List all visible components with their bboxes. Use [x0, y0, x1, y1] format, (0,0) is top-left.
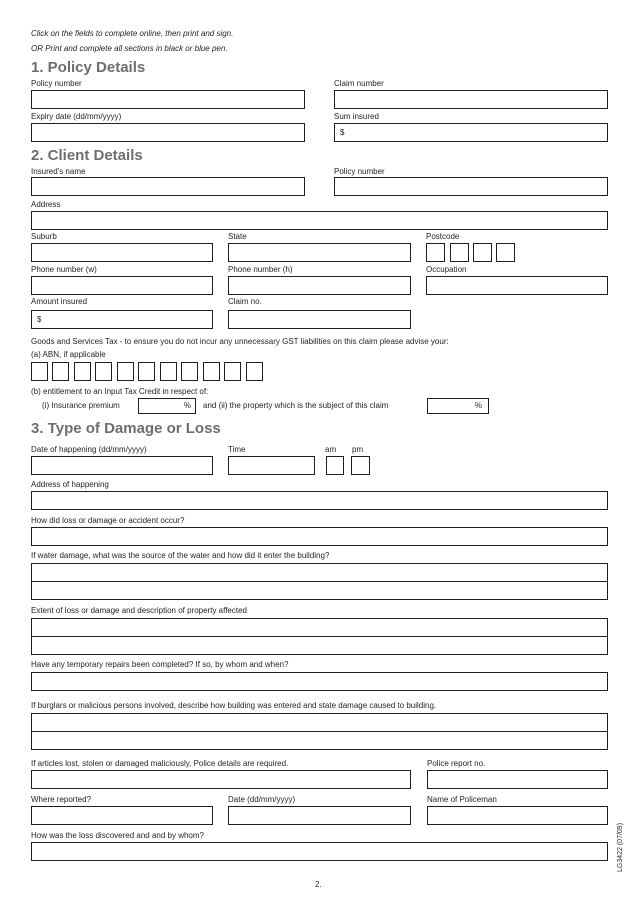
occupation-field[interactable] [426, 276, 608, 295]
property-itc-percent: % [474, 401, 482, 410]
time-field[interactable] [228, 456, 315, 475]
police-report-field[interactable] [427, 770, 608, 789]
postcode-digit-2[interactable] [450, 243, 469, 262]
phone-w-field[interactable] [31, 276, 213, 295]
time-label: Time [228, 445, 246, 454]
where-reported-label: Where reported? [31, 795, 92, 804]
extent-field-line-1[interactable] [31, 618, 608, 637]
sum-insured-currency: $ [340, 128, 345, 137]
amount-insured-field[interactable] [31, 310, 213, 329]
abn-digit-10[interactable] [224, 362, 241, 381]
state-field[interactable] [228, 243, 411, 262]
burglars-field-line-2[interactable] [31, 731, 608, 750]
abn-digit-2[interactable] [52, 362, 69, 381]
state-label: State [228, 232, 247, 241]
name-policeman-field[interactable] [427, 806, 608, 825]
expiry-date-label: Expiry date (dd/mm/yyyy) [31, 112, 122, 121]
water-damage-label: If water damage, what was the source of the water and how did it enter the building? [31, 551, 330, 560]
date-of-happening-label: Date of happening (dd/mm/yyyy) [31, 445, 147, 454]
name-policeman-label: Name of Policeman [427, 795, 497, 804]
gst-note: Goods and Services Tax - to ensure you do not incur any unnecessary GST liabilities on this claim please advise your: [31, 337, 449, 346]
abn-digit-11[interactable] [246, 362, 263, 381]
temp-repairs-field[interactable] [31, 672, 608, 691]
postcode-digit-4[interactable] [496, 243, 515, 262]
abn-label: (a) ABN, if applicable [31, 350, 106, 359]
section-title-policy-details: 1. Policy Details [31, 59, 146, 76]
section-title-client-details: 2. Client Details [31, 147, 143, 164]
pm-label: pm [352, 445, 364, 454]
amount-insured-currency: $ [37, 315, 42, 324]
extent-field-line-2[interactable] [31, 636, 608, 655]
policy-number-field[interactable] [31, 90, 305, 109]
date-reported-field[interactable] [228, 806, 411, 825]
amount-insured-label: Amount insured [31, 297, 88, 306]
section-title-type-of-damage: 3. Type of Damage or Loss [31, 420, 221, 437]
property-itc-label: and (ii) the property which is the subject of this claim [203, 401, 389, 410]
pm-checkbox[interactable] [351, 456, 370, 475]
how-occur-label: How did loss or damage or accident occur? [31, 516, 185, 525]
abn-digit-6[interactable] [138, 362, 155, 381]
burglars-label: If burglars or malicious persons involved, describe how building was entered and state damage caused to building. [31, 701, 437, 710]
am-checkbox[interactable] [326, 456, 344, 475]
postcode-digit-1[interactable] [426, 243, 445, 262]
client-policy-number-field[interactable] [334, 177, 608, 196]
sum-insured-label: Sum insured [334, 112, 379, 121]
burglars-field-line-1[interactable] [31, 713, 608, 732]
client-policy-number-label: Policy number [334, 167, 385, 176]
instruction-line-2: OR Print and complete all sections in black or blue pen. [31, 44, 228, 53]
address-label: Address [31, 200, 61, 209]
insureds-name-field[interactable] [31, 177, 305, 196]
claim-no-field[interactable] [228, 310, 411, 329]
police-required-label: If articles lost, stolen or damaged maliciously, Police details are required. [31, 759, 289, 768]
abn-digit-3[interactable] [74, 362, 91, 381]
abn-digit-4[interactable] [95, 362, 112, 381]
police-report-label: Police report no. [427, 759, 486, 768]
address-of-happening-label: Address of happening [31, 480, 109, 489]
how-discovered-label: How was the loss discovered and and by whom? [31, 831, 204, 840]
am-label: am [325, 445, 337, 454]
claim-number-field[interactable] [334, 90, 608, 109]
where-reported-field[interactable] [31, 806, 213, 825]
form-code: LG3422 (07/09) [617, 822, 624, 872]
date-reported-label: Date (dd/mm/yyyy) [228, 795, 296, 804]
insurance-premium-field[interactable] [138, 398, 196, 414]
water-damage-field-line-2[interactable] [31, 581, 608, 600]
suburb-field[interactable] [31, 243, 213, 262]
abn-digit-8[interactable] [181, 362, 198, 381]
suburb-label: Suburb [31, 232, 57, 241]
temp-repairs-label: Have any temporary repairs been completed? If so, by whom and when? [31, 660, 289, 669]
claim-no-label: Claim no. [228, 297, 262, 306]
claim-number-label: Claim number [334, 79, 384, 88]
abn-digit-5[interactable] [117, 362, 134, 381]
abn-digit-7[interactable] [160, 362, 177, 381]
postcode-label: Postcode [426, 232, 460, 241]
sum-insured-field[interactable] [334, 123, 608, 142]
water-damage-field-line-1[interactable] [31, 563, 608, 582]
date-of-happening-field[interactable] [31, 456, 213, 475]
insurance-premium-percent: % [183, 401, 191, 410]
insureds-name-label: Insured's name [31, 167, 86, 176]
abn-digit-9[interactable] [203, 362, 220, 381]
abn-digit-1[interactable] [31, 362, 48, 381]
address-field[interactable] [31, 211, 608, 230]
occupation-label: Occupation [426, 265, 467, 274]
policy-number-label: Policy number [31, 79, 82, 88]
address-of-happening-field[interactable] [31, 491, 608, 510]
police-details-field[interactable] [31, 770, 411, 789]
phone-h-label: Phone number (h) [228, 265, 293, 274]
expiry-date-field[interactable] [31, 123, 305, 142]
itc-label: (b) entitlement to an Input Tax Credit in respect of: [31, 387, 209, 396]
phone-w-label: Phone number (w) [31, 265, 97, 274]
phone-h-field[interactable] [228, 276, 411, 295]
extent-label: Extent of loss or damage and description of property affected [31, 606, 247, 615]
how-occur-field[interactable] [31, 527, 608, 546]
insurance-premium-label: (i) Insurance premium [42, 401, 120, 410]
property-itc-field[interactable] [427, 398, 489, 414]
postcode-digit-3[interactable] [473, 243, 492, 262]
how-discovered-field[interactable] [31, 842, 608, 861]
page-number: 2. [315, 880, 322, 889]
instruction-line-1: Click on the fields to complete online, then print and sign. [31, 29, 234, 38]
